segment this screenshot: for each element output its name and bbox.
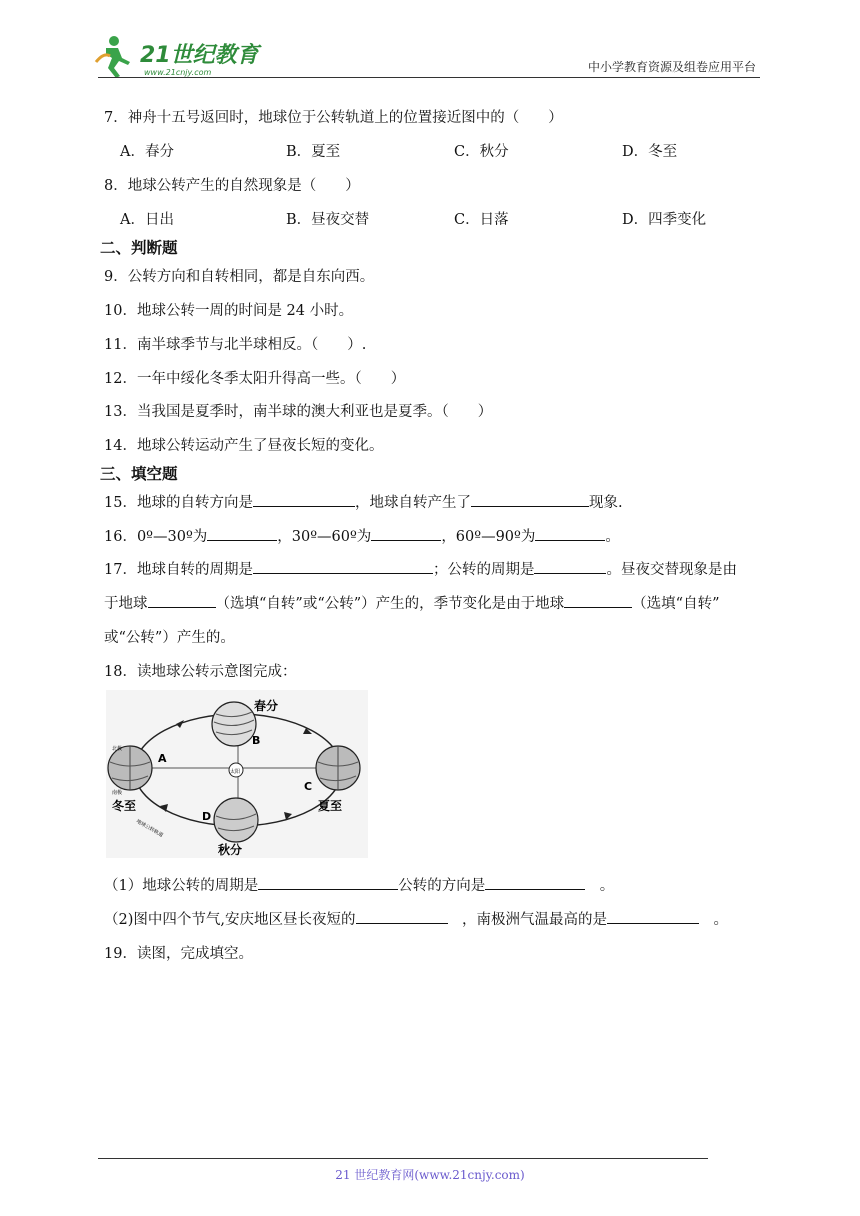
question-19: 19．读图，完成填空。 [104, 946, 253, 962]
q18-1-text-1: （1）地球公转的周期是 [104, 878, 259, 894]
earth-c-globe [316, 746, 360, 790]
q7-option-b[interactable]: B．夏至 [286, 144, 341, 160]
q18-2-blank-2[interactable] [607, 909, 699, 924]
header-divider [98, 77, 760, 78]
question-8-stem: 8．地球公转产生的自然现象是（ ） [104, 178, 360, 194]
q18-1-blank-2[interactable] [485, 875, 585, 890]
svg-text:21世纪教育: 21世纪教育 [140, 43, 259, 68]
q17-text-5: （选填“自转”或“公转”）产生的，季节变化是由于地球 [215, 596, 565, 612]
label-a: A [158, 752, 167, 765]
q8-option-c[interactable]: C．日落 [454, 212, 509, 228]
runner-icon [96, 36, 130, 78]
site-logo [92, 32, 262, 80]
label-spring-equinox: 春分 [254, 699, 279, 713]
question-15 [104, 491, 623, 512]
section-title-judgement: 二、判断题 [100, 239, 178, 257]
q7-option-c[interactable]: C．秋分 [454, 144, 509, 160]
question-18: 18．读地球公转示意图完成： [104, 664, 297, 680]
q17-blank-3[interactable] [148, 593, 216, 608]
question-16 [104, 525, 620, 546]
footer-link[interactable]: 21 世纪教育网(www.21cnjy.com) [335, 1168, 525, 1182]
question-13: 13．当我国是夏季时，南半球的澳大利亚也是夏季。（ ） [104, 404, 493, 420]
question-12: 12．一年中绥化冬季太阳升得高一些。（ ） [104, 371, 406, 387]
label-north-pole: 北极 [112, 746, 123, 752]
q7-option-d[interactable]: D．冬至 [622, 144, 678, 160]
question-10: 10．地球公转一周的时间是 24 小时。 [104, 303, 354, 319]
question-17-line-2 [104, 592, 719, 613]
q15-text-2: ，地球自转产生了 [354, 495, 471, 511]
q17-text-3: 。昼夜交替现象是由 [606, 562, 737, 578]
question-14: 14．地球公转运动产生了昼夜长短的变化。 [104, 438, 384, 454]
q15-blank-1[interactable] [253, 492, 355, 507]
q17-text-4: 于地球 [104, 596, 148, 612]
q17-text-2: ；公转的周期是 [432, 562, 535, 578]
q8-option-b[interactable]: B．昼夜交替 [286, 212, 370, 228]
q16-text-1: 16．0º—30º为 [104, 529, 208, 545]
q16-blank-3[interactable] [535, 526, 605, 541]
label-south-pole: 南极 [112, 790, 123, 796]
q18-1-text-2: 公转的方向是 [398, 878, 486, 894]
label-summer-solstice: 夏至 [318, 799, 343, 813]
q16-text-3: ，60º—90º为 [441, 529, 536, 545]
q8-option-a[interactable]: A．日出 [120, 212, 174, 228]
q7-option-a[interactable]: A．春分 [120, 144, 174, 160]
sun-icon [229, 763, 243, 777]
svg-text:www.21cnjy.com: www.21cnjy.com [144, 68, 212, 77]
q16-blank-1[interactable] [207, 526, 277, 541]
question-17-line-1 [104, 558, 737, 579]
label-orbit: 地球公转轨道 [135, 818, 164, 839]
q16-text-4: 。 [605, 529, 620, 545]
question-18-part-1 [104, 874, 614, 895]
label-b: B [252, 734, 261, 747]
q18-2-text-1: （2)图中四个节气,安庆地区昼长夜短的 [104, 912, 356, 928]
q18-2-text-3: 。 [699, 912, 728, 928]
label-d: D [202, 810, 212, 823]
question-17-line-3: 或“公转”）产生的。 [104, 630, 235, 646]
q18-1-text-3: 。 [585, 878, 615, 894]
q8-option-d[interactable]: D．四季变化 [622, 212, 707, 228]
q18-1-blank-1[interactable] [258, 875, 398, 890]
question-9: 9．公转方向和自转相同，都是自东向西。 [104, 269, 375, 285]
q17-blank-2[interactable] [534, 559, 606, 574]
q17-blank-4[interactable] [564, 593, 632, 608]
q18-2-text-2: ，南极洲气温最高的是 [447, 912, 607, 928]
label-winter-solstice: 冬至 [112, 799, 137, 813]
q15-blank-2[interactable] [471, 492, 589, 507]
question-7-stem: 7．神舟十五号返回时，地球位于公转轨道上的位置接近图中的（ ） [104, 110, 563, 126]
earth-a-globe [108, 746, 152, 790]
q15-text-3: 现象. [588, 495, 623, 511]
q18-2-blank-1[interactable] [356, 909, 448, 924]
q16-text-2: ，30º—60º为 [277, 529, 372, 545]
earth-d-globe [214, 798, 258, 842]
label-autumn-equinox: 秋分 [218, 843, 243, 857]
section-title-fill-in: 三、填空题 [100, 465, 178, 483]
svg-text:太阳: 太阳 [230, 769, 241, 775]
earth-revolution-diagram [106, 690, 368, 858]
q17-text-1: 17．地球自转的周期是 [104, 562, 253, 578]
q17-text-6: （选填“自转” [632, 596, 720, 612]
q15-text-1: 15．地球的自转方向是 [104, 495, 253, 511]
footer-divider [98, 1158, 708, 1159]
q17-blank-1[interactable] [253, 559, 433, 574]
question-11: 11．南半球季节与北半球相反。（ ）. [104, 337, 367, 353]
question-18-part-2 [104, 908, 728, 929]
q16-blank-2[interactable] [371, 526, 441, 541]
label-c: C [304, 780, 313, 793]
earth-b-globe [212, 702, 256, 746]
platform-label: 中小学教育资源及组卷应用平台 [587, 60, 756, 74]
